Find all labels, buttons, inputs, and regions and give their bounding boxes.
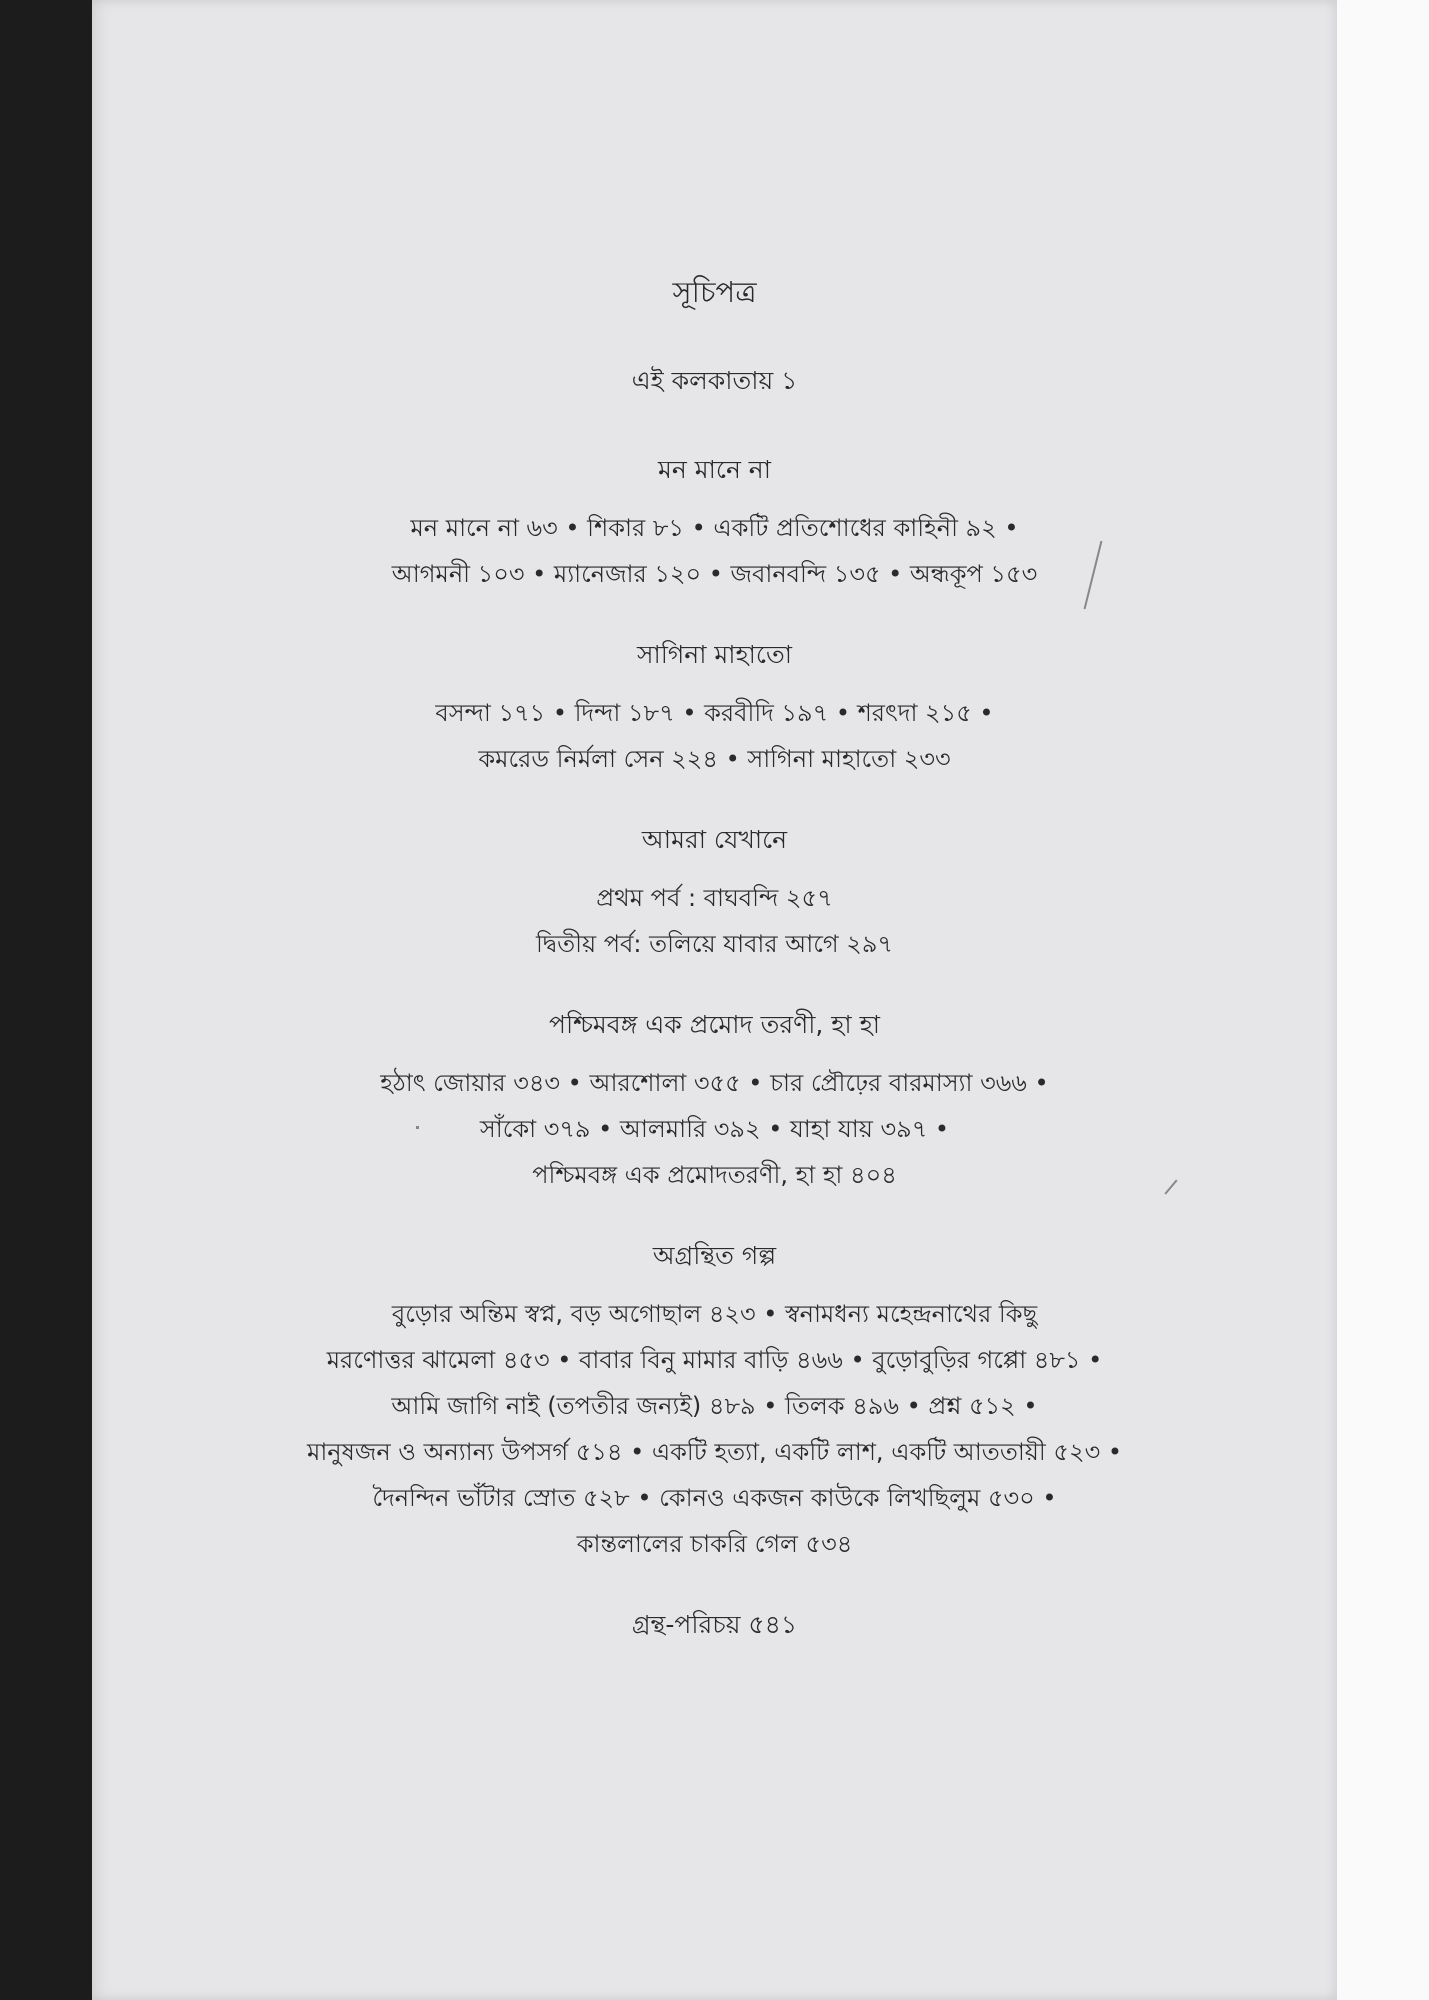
toc-entry-line: দৈনন্দিন ভাঁটার স্রোত ৫২৮ • কোনও একজন কাউকে লিখছিলুম ৫৩০ • <box>372 1484 1057 1512</box>
toc-entry-line: সাঁকো ৩৭৯ • আলমারি ৩৯২ • যাহা যায় ৩৯৭ • <box>479 1115 950 1143</box>
table-of-contents <box>92 270 1337 1694</box>
section-title: মন মানে না <box>658 455 771 484</box>
section-title: সাগিনা মাহাতো <box>637 640 792 669</box>
toc-entry-line: পশ্চিমবঙ্গ এক প্রমোদতরণী, হা হা ৪০৪ <box>532 1161 897 1189</box>
toc-section <box>92 635 1337 782</box>
toc-entry-line: কমরেড নির্মলা সেন ২২৪ • সাগিনা মাহাতো ২৩৩ <box>478 745 951 773</box>
book-page <box>92 0 1337 2000</box>
toc-entry-intro: এই কলকাতায় ১ <box>631 366 798 395</box>
toc-entry-book-notes: গ্রন্থ-পরিচয় ৫৪১ <box>631 1610 798 1639</box>
toc-entry-line: বুড়োর অন্তিম স্বপ্ন, বড় অগোছাল ৪২৩ • স্বনামধন্য মহেন্দ্রনাথের কিছু <box>391 1300 1038 1328</box>
toc-title: সূচিপত্র <box>672 275 757 309</box>
toc-entry-line: কান্তলালের চাকরি গেল ৫৩৪ <box>576 1530 853 1558</box>
section-title: অগ্রন্থিত গল্প <box>652 1241 777 1270</box>
section-title: আমরা যেখানে <box>641 825 788 854</box>
toc-section <box>92 1236 1337 1567</box>
page-edge <box>1337 0 1429 2000</box>
toc-section <box>92 820 1337 967</box>
section-title: পশ্চিমবঙ্গ এক প্রমোদ তরণী, হা হা <box>548 1010 881 1039</box>
toc-section <box>92 1005 1337 1198</box>
toc-entry-line: মন মানে না ৬৩ • শিকার ৮১ • একটি প্রতিশোধের কাহিনী ৯২ • <box>410 514 1019 542</box>
toc-entry-line: আগমনী ১০৩ • ম্যানেজার ১২০ • জবানবন্দি ১৩৫ • অন্ধকূপ ১৫৩ <box>391 560 1038 588</box>
toc-entry-line: মানুষজন ও অন্যান্য উপসর্গ ৫১৪ • একটি হত্যা, একটি লাশ, একটি আততায়ী ৫২৩ • <box>307 1438 1122 1466</box>
toc-entry-line: প্রথম পর্ব : বাঘবন্দি ২৫৭ <box>596 884 833 912</box>
pen-mark <box>416 1126 419 1129</box>
toc-entry-line: মরণোত্তর ঝামেলা ৪৫৩ • বাবার বিনু মামার বাড়ি ৪৬৬ • বুড়োবুড়ির গপ্পো ৪৮১ • <box>326 1346 1103 1374</box>
toc-entry-line: দ্বিতীয় পর্ব: তলিয়ে যাবার আগে ২৯৭ <box>535 930 893 958</box>
toc-entry-line: আমি জাগি নাই (তপতীর জন্যই) ৪৮৯ • তিলক ৪৯৬ • প্রশ্ন ৫১২ • <box>391 1392 1038 1420</box>
toc-section <box>92 450 1337 597</box>
toc-entry-line: বসন্দা ১৭১ • দিন্দা ১৮৭ • করবীদি ১৯৭ • শরৎদা ২১৫ • <box>435 699 994 727</box>
toc-entry-line: হঠাৎ জোয়ার ৩৪৩ • আরশোলা ৩৫৫ • চার প্রৌঢ়ের বারমাস্যা ৩৬৬ • <box>380 1069 1049 1097</box>
